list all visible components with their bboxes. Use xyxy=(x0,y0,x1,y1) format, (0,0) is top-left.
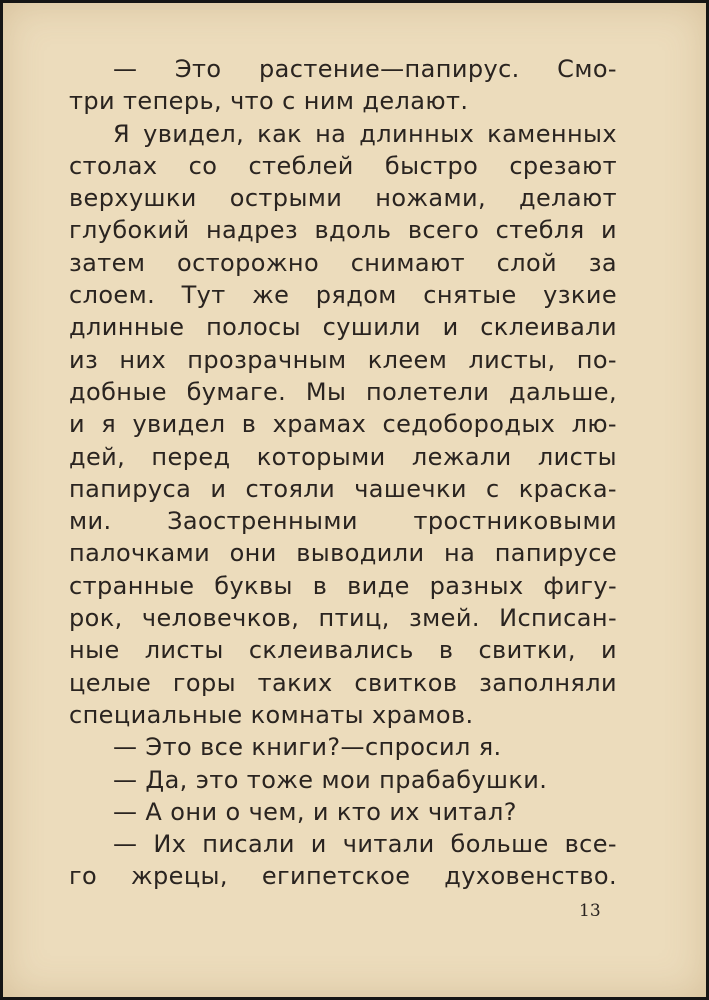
text-line: папируса и стояли чашечки с краска- xyxy=(69,474,617,503)
text-line: затем осторожно снимают слой за xyxy=(69,248,617,277)
text-line: длинные полосы сушили и склеивали xyxy=(69,313,617,342)
text-line: столах со стеблей быстро срезают xyxy=(69,151,617,180)
text-line: верхушки острыми ножами, делают xyxy=(69,184,617,213)
page-text xyxy=(69,53,617,893)
text-line: добные бумаге. Мы полетели дальше, xyxy=(69,377,617,406)
text-line: три теперь, что с ним делают. xyxy=(69,87,469,116)
text-line: — Это растение—папирус. Смо- xyxy=(113,55,617,83)
text-line: из них прозрачным клеем листы, по- xyxy=(69,345,617,374)
text-line: — Это все книги?—спросил я. xyxy=(113,733,502,762)
text-line: специальные комнаты храмов. xyxy=(69,700,474,729)
text-line: — А они о чем, и кто их читал? xyxy=(113,797,517,826)
text-line: Я увидел, как на длинных каменных xyxy=(113,119,617,148)
page-number: 13 xyxy=(579,901,601,921)
text-line: целые горы таких свитков заполняли xyxy=(69,668,617,697)
text-line: ми. Заостренными тростниковыми xyxy=(69,507,617,536)
text-line: го жрецы, египетское духовенство. xyxy=(69,862,617,891)
text-line: — Их писали и читали больше все- xyxy=(113,830,617,859)
text-line: — Да, это тоже мои прабабушки. xyxy=(113,765,548,794)
text-line: рок, человечков, птиц, змей. Исписан- xyxy=(69,604,617,633)
text-line: и я увидел в храмах седобородых лю- xyxy=(69,410,617,439)
text-line: глубокий надрез вдоль всего стебля и xyxy=(69,216,617,245)
text-line: ные листы склеивались в свитки, и xyxy=(69,636,617,665)
text-line: дей, перед которыми лежали листы xyxy=(69,442,617,471)
text-line: слоем. Тут же рядом снятые узкие xyxy=(69,281,617,310)
text-line: палочками они выводили на папирусе xyxy=(69,539,617,568)
text-line: странные буквы в виде разных фигу- xyxy=(69,571,617,600)
